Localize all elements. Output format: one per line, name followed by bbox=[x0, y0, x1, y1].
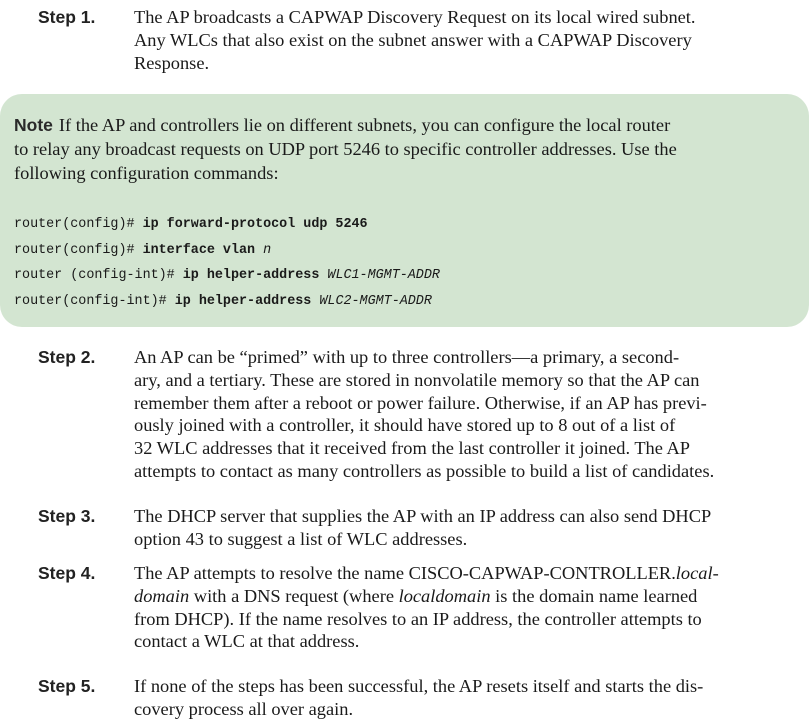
code-prompt: router (config-int)# bbox=[14, 268, 183, 283]
code-line bbox=[14, 263, 440, 289]
step-5-line: If none of the steps has been successful, the AP resets itself and starts the dis- bbox=[134, 676, 704, 696]
code-prompt: router(config-int)# bbox=[14, 293, 175, 309]
step-4-italic-run: localdomain bbox=[398, 585, 491, 606]
step-2-line: remember them after a reboot or power failure. Otherwise, if an AP has previ- bbox=[134, 392, 707, 413]
step-2-line: ously joined with a controller, it should have stored up to 8 out of a list of bbox=[134, 415, 676, 436]
step-4-italic-run: local- bbox=[675, 563, 719, 583]
step-5-line: covery process all over again. bbox=[134, 698, 354, 719]
note-line-text: If the AP and controllers lie on different subnets, you can configure the local router bbox=[58, 115, 671, 135]
note-text bbox=[14, 113, 804, 185]
step-2-line: An AP can be “primed” with up to three controllers—a primary, a second- bbox=[134, 347, 680, 367]
code-command: interface vlan bbox=[142, 242, 264, 258]
code-prompt: router(config)# bbox=[14, 242, 143, 258]
step-5-text bbox=[134, 675, 802, 721]
step-4-text-run: The AP attempts to resolve the name CISCO-CAPWAP-CONTROLLER. bbox=[134, 563, 676, 583]
step-5-label: Step 5. bbox=[38, 676, 96, 696]
step-3-line: The DHCP server that supplies the AP with an IP address can also send DHCP bbox=[134, 506, 712, 526]
code-line bbox=[14, 212, 440, 238]
note-line: following configuration commands: bbox=[14, 163, 279, 183]
step-4-text-run: is the domain name learned bbox=[490, 585, 698, 606]
step-4-italic-run: domain bbox=[134, 585, 190, 606]
step-3-label: Step 3. bbox=[38, 506, 96, 526]
note-line bbox=[14, 113, 804, 137]
step-2-line: ary, and a tertiary. These are stored in nonvolatile memory so that the AP can bbox=[134, 369, 700, 390]
step-2-label: Step 2. bbox=[38, 347, 96, 367]
step-4-line bbox=[134, 585, 802, 608]
step-4-text bbox=[134, 562, 802, 653]
step-4-text-run: with a DNS request (where bbox=[189, 585, 399, 606]
code-command: ip helper-address bbox=[182, 268, 328, 283]
note-line: to relay any broadcast requests on UDP port 5246 to specific controller addresses. Use the bbox=[14, 139, 677, 159]
step-4-line bbox=[134, 562, 802, 585]
step-1-line: Response. bbox=[134, 52, 210, 73]
step-2-text bbox=[134, 346, 802, 483]
code-argument: WLC2-MGMT-ADDR bbox=[319, 293, 432, 309]
step-2-line: 32 WLC addresses that it received from the last controller it joined. The AP bbox=[134, 438, 691, 459]
code-argument: WLC1-MGMT-ADDR bbox=[327, 268, 440, 283]
step-1-text bbox=[134, 6, 802, 74]
note-label: Note bbox=[14, 115, 53, 135]
step-1-line: The AP broadcasts a CAPWAP Discovery Request on its local wired subnet. bbox=[134, 7, 696, 27]
config-code-block bbox=[14, 212, 440, 314]
step-4-line: from DHCP). If the name resolves to an IP address, the controller attempts to bbox=[134, 608, 702, 629]
step-1-label: Step 1. bbox=[38, 7, 96, 27]
step-1-line: Any WLCs that also exist on the subnet answer with a CAPWAP Discovery bbox=[134, 29, 692, 50]
code-line bbox=[14, 238, 440, 264]
code-prompt: router(config)# bbox=[14, 217, 143, 232]
step-4-label: Step 4. bbox=[38, 563, 96, 583]
step-3-text bbox=[134, 505, 802, 551]
step-2-line: attempts to contact as many controllers as possible to build a list of candidates. bbox=[134, 460, 715, 481]
code-argument: n bbox=[263, 242, 272, 258]
code-line bbox=[14, 289, 440, 315]
step-4-line: contact a WLC at that address. bbox=[134, 631, 360, 652]
code-command: ip helper-address bbox=[174, 293, 320, 309]
code-command: ip forward-protocol udp 5246 bbox=[142, 217, 368, 232]
note-box bbox=[0, 94, 809, 327]
step-3-line: option 43 to suggest a list of WLC addresses. bbox=[134, 528, 468, 549]
